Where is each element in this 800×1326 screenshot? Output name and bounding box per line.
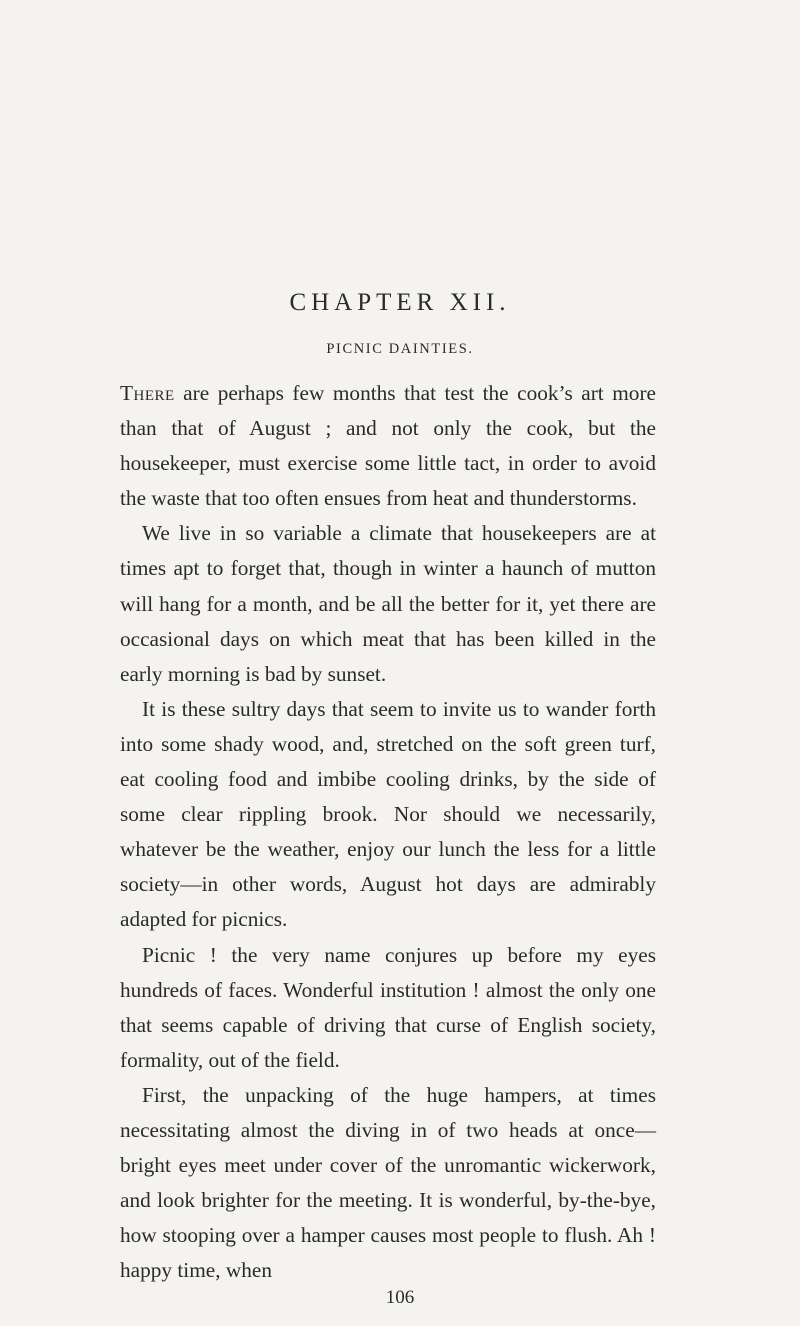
paragraph-4: Picnic ! the very name conjures up before my eyes hundreds of faces. Wonderful institution ! almost the only one that seems capable of driving that curse of English society, formality, out of the field. (120, 942, 656, 1072)
paragraph-2: We live in so variable a climate that housekeepers are at times apt to forget that, though in winter a haunch of mutton will hang for a month, and be all the better for it, yet there are occasional days on which meat that has been killed in the early morning is bad by sunset. (120, 521, 656, 686)
paragraph-1 (120, 376, 656, 516)
paragraph-3: It is these sultry days that seem to invite us to wander forth into some shady wood, and, stretched on the soft green turf, eat cooling food and imbibe cooling drinks, by the side of some clear rippling brook. Nor should we necessarily, whatever be the weather, enjoy our lunch the less for a little society—in other words, August hot days are admirably adapted for picnics. (120, 696, 656, 932)
paragraph-1-text: are perhaps few months that test the cook’s art more than that of August ; and not only the cook, but the housekeeper, must exercise some little tact, in order to avoid the waste that too often ensues from heat and thunderstorms. (120, 381, 656, 511)
paragraph-5: First, the unpacking of the huge hampers, at times necessitating almost the diving in of two heads at once—bright eyes meet under cover of the unromantic wickerwork, and look brighter for the meeting. It is wonderful, by-the-bye, how stooping over a hamper causes most people to flush. Ah ! happy time, when (120, 1082, 656, 1283)
chapter-title: CHAPTER XII. (289, 289, 511, 316)
chapter-subtitle: PICNIC DAINTIES. (326, 341, 474, 357)
page-number: 106 (385, 1287, 415, 1308)
opening-word: There (120, 381, 175, 405)
body-text (120, 376, 656, 1288)
